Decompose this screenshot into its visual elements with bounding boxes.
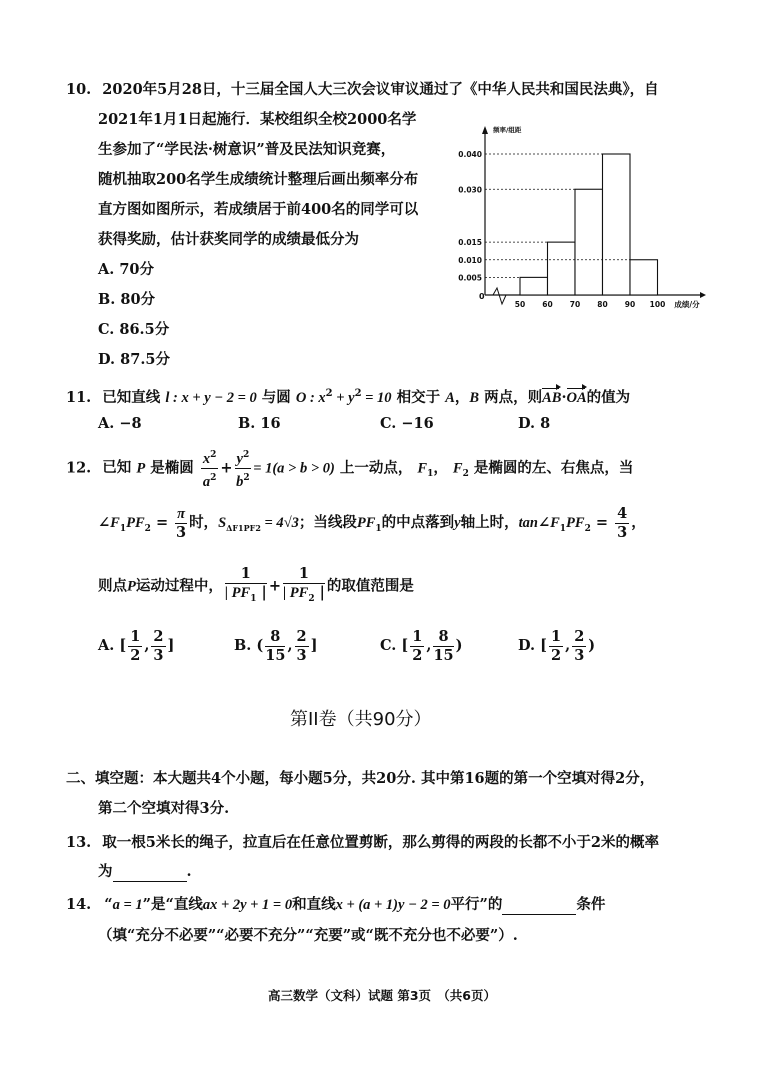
q11-pre: 已知直线	[102, 388, 161, 406]
q10-text-5: 直方图如图所示，若成绩居于前400名的同学可以	[98, 201, 419, 218]
q12-pre: 已知	[102, 459, 132, 477]
q11-inter: 相交于	[396, 388, 441, 406]
q10-text-4: 随机抽取200名学生成绩统计整理后画出频率分布	[98, 171, 419, 188]
q14-line-eq-1: ax + 2y + 1 = 0	[202, 897, 293, 913]
q12-frac-tan	[615, 505, 629, 542]
y-tick-0.030: 0.030	[458, 185, 482, 195]
y-tick-0.040: 0.040	[458, 150, 482, 159]
q12-opt-b-frac2	[295, 628, 309, 665]
q11-point-a: A	[445, 389, 455, 406]
q12-opt-d-n2: 2	[574, 627, 585, 645]
q12-a-sup: 2	[210, 472, 217, 483]
q12-s-sub-b: PF	[243, 522, 256, 533]
q12-after-ellipse: 上一动点，	[339, 459, 413, 477]
q12-opt-a-label: A.	[98, 637, 115, 654]
bar-70-80	[575, 189, 603, 295]
q12-s-sub-2: 2	[255, 522, 261, 533]
q10-text-1: 2020年5月28日，十三届全国人大三次会议审议通过了《中华人民共和国民法典》，自	[102, 81, 659, 98]
q12-abs1: | PF	[224, 585, 251, 601]
x-axis-label: 成绩/分	[674, 300, 700, 309]
q10-text-2: 2021年1月1日起施行．某校组织全校2000名学	[98, 111, 417, 128]
q12-angle: ∠F	[98, 515, 120, 531]
q12-f2-sub: 2	[462, 469, 469, 480]
q12-f1: F	[417, 460, 428, 477]
q12-opt-d-label: D.	[518, 637, 536, 654]
q12-b-sup: 2	[243, 472, 250, 483]
q12-abs1-close: |	[256, 584, 267, 601]
q11-option-b: B. 16	[238, 415, 281, 432]
q12-y: y	[236, 450, 243, 467]
q12-when: 时，	[189, 514, 219, 531]
q12-tan: tan∠F	[518, 515, 560, 531]
q13-line-2	[98, 862, 192, 882]
q12-line-3	[98, 565, 414, 608]
q12-s-sub-1: 1	[238, 522, 244, 533]
q12-opt-b-d2: 3	[296, 646, 307, 664]
q12-abs2: | PF	[282, 585, 309, 601]
q12-option-c	[380, 626, 463, 666]
q13-line-1	[66, 833, 659, 853]
q13-end: .	[186, 863, 192, 880]
q12-tan-sub1: 1	[559, 523, 567, 534]
q12-point-p: P	[136, 460, 146, 477]
bar-80-90	[603, 154, 631, 295]
q12-x: x	[202, 450, 211, 467]
q12-opt-d-close: )	[588, 637, 596, 654]
q12-opt-b-frac1	[265, 628, 285, 665]
q12-s: S	[218, 515, 227, 531]
q12-opt-a-d2: 3	[153, 646, 164, 664]
q12-opt-d-d1: 2	[551, 646, 562, 664]
q14-line-2: （填“充分不必要”“必要不充分”“充要”或“既不充分也不必要”）.	[98, 927, 518, 944]
q12-opt-b-d1: 15	[265, 646, 286, 664]
q12-eq: =	[150, 514, 174, 531]
q14-answer-blank[interactable]	[502, 898, 576, 915]
q10-line-1	[66, 80, 659, 100]
q12-frac-pf2	[283, 565, 325, 608]
q10-text-3: 生参加了“学民法·树意识”普及民法知识竞赛，	[98, 141, 396, 158]
q12-midpoint-1: ；当线段	[298, 514, 357, 531]
q12-option-b	[234, 626, 317, 666]
q12-opt-b-n1: 8	[265, 628, 285, 647]
q11-dot: ·	[561, 388, 567, 406]
q12-f2: F	[452, 460, 463, 477]
q12-angle-sub1: 1	[119, 523, 127, 534]
y-axis-label: 频率/组距	[493, 126, 522, 134]
q12-abs1-sub: 1	[250, 593, 257, 604]
q12-opt-d-open: [	[540, 637, 548, 654]
q14-mid2: 和直线	[292, 896, 336, 913]
q12-opt-c-label: C.	[380, 637, 397, 654]
q12-opt-c-n2: 8	[433, 628, 453, 647]
q12-three: 3	[176, 523, 187, 541]
q12-pf1-sub: 1	[375, 523, 382, 534]
q12-y-sup: 2	[242, 450, 250, 460]
q12-line3-p: P	[127, 578, 136, 595]
q12-opt-a-frac1	[128, 628, 142, 665]
q12-pf1: PF	[356, 515, 376, 531]
q11-number: 11.	[66, 388, 92, 406]
q12-opt-a-n2: 2	[153, 627, 164, 645]
q12-plus: +	[220, 459, 233, 477]
q12-opt-d-d2: 3	[574, 646, 585, 664]
q12-s-sub-a: ΔF	[226, 522, 239, 533]
q11-circle-c: = 10	[361, 389, 392, 406]
q12-abs2-close: |	[314, 584, 325, 601]
q10-number: 10.	[66, 81, 92, 98]
q12-opt-c-d2: 15	[433, 646, 454, 664]
q11-two-points: 两点，则	[484, 388, 543, 406]
q12-eq1: = 1(a > b > 0)	[253, 460, 335, 477]
q11-option-a: A. −8	[98, 415, 142, 432]
q12-line3-end: 的取值范围是	[326, 577, 414, 595]
q14-mid1: ”是“直线	[142, 896, 203, 913]
q12-line3-pre: 则点	[98, 577, 127, 595]
q12-is-on: 是椭圆	[150, 459, 194, 477]
q14-cond: a = 1	[112, 897, 143, 913]
q11-sup-a: 2	[325, 388, 333, 399]
x-tick-70: 70	[569, 300, 581, 309]
q12-tan-pf: PF	[566, 515, 585, 531]
q11-circle-b: + y	[332, 389, 355, 406]
q12-opt-a-d1: 2	[130, 646, 141, 664]
q14-pre: “	[104, 896, 113, 913]
q12-abs2-sub: 2	[308, 593, 315, 604]
q14-number: 14.	[66, 896, 92, 913]
axis-break	[485, 288, 512, 304]
section-2-intro-2: 第二个空填对得3分.	[98, 800, 230, 817]
q12-opt-c-frac2	[433, 628, 453, 665]
q12-foci-text: 是椭圆的左、右焦点，当	[473, 459, 634, 477]
x-tick-100: 100	[649, 300, 666, 309]
q12-opt-c-comma: ,	[426, 637, 432, 654]
q12-tan-sub2: 2	[584, 523, 591, 534]
q12-opt-d-frac1	[549, 628, 563, 665]
x-axis-arrow	[700, 292, 706, 298]
q12-opt-d-n1: 1	[551, 627, 562, 645]
q13-text-1: 取一根5米长的绳子，拉直后在任意位置剪断，那么剪得的两段的长都不小于2米的概率	[102, 834, 659, 851]
q12-opt-a-open: [	[119, 637, 127, 654]
q12-four: 4	[617, 504, 628, 522]
q12-line3-mid: 运动过程中，	[135, 577, 223, 595]
x-tick-60: 60	[542, 300, 553, 309]
q12-a: a	[202, 473, 211, 490]
q12-plus-b: +	[268, 577, 281, 595]
q12-one-a: 1	[225, 565, 267, 584]
q12-option-a	[98, 626, 174, 666]
q14-line-1	[66, 895, 605, 915]
q12-s-sub	[226, 523, 261, 533]
q11-mid: 与圆	[261, 388, 291, 406]
q10-option-d: D. 87.5分	[98, 351, 170, 368]
q12-b: b	[236, 473, 244, 490]
q12-eq2: =	[590, 514, 614, 531]
origin-label: 0	[479, 292, 485, 301]
q13-number: 13.	[66, 834, 92, 851]
q12-opt-b-comma: ,	[287, 637, 293, 654]
q12-midpoint-3: 轴上时，	[460, 514, 519, 531]
q12-opt-a-frac2	[151, 628, 165, 665]
q12-number: 12.	[66, 459, 92, 477]
q12-angle-pf: PF	[126, 515, 145, 531]
q12-line-1: 12. 已知 P 是椭圆 $\frac{x^2}{a^2}$ + $\frac{y^2}{b^2}$ = 1(a > b > 0) 上一动点， $F_1$， $F_2$ 是椭圆的左、右焦点，当	[66, 446, 633, 494]
q12-option-d	[518, 626, 595, 666]
frequency-histogram	[455, 118, 715, 318]
q11-line	[66, 384, 630, 408]
bar-50-60	[520, 277, 548, 295]
page-footer: 高三数学（文科）试题 第3页 （共6页）	[268, 988, 496, 1003]
q12-area: = 4√3	[260, 515, 299, 531]
q12-f1-sub: 1	[427, 469, 434, 480]
q12-frac-y	[235, 446, 252, 491]
q12-angle-sub2: 2	[144, 523, 151, 534]
q12-opt-b-close: ]	[310, 637, 318, 654]
q12-yvar: y	[454, 515, 461, 531]
y-axis-arrow	[482, 126, 488, 134]
q12-line-2: $\angle F_1PF_2$ = $\frac{\pi}{3}$ 时，$S_{\Delta F1PF2} = 4√3$；当线段$PF_1$的中点落到y轴上时，$\tan\angle F_1PF_2$ = $\frac{4}{3}$ ，	[98, 504, 646, 541]
bar-60-70	[548, 242, 576, 295]
q11-line-eq: l : x + y − 2 = 0	[165, 389, 257, 406]
q12-opt-c-n1: 1	[412, 627, 423, 645]
q10-text-6: 获得奖励，估计获奖同学的成绩最低分为	[98, 231, 359, 248]
q12-opt-c-frac1	[410, 628, 424, 665]
y-tick-0.005: 0.005	[458, 273, 482, 283]
q12-three-b: 3	[617, 523, 628, 541]
q10-option-a: A. 70分	[98, 261, 155, 278]
q10-option-b: B. 80分	[98, 291, 156, 308]
q12-opt-c-close: )	[455, 637, 463, 654]
q11-option-c: C. −16	[380, 415, 434, 432]
q12-midpoint-2: 的中点落到	[381, 514, 455, 531]
x-tick-80: 80	[597, 300, 608, 309]
q12-opt-c-d1: 2	[412, 646, 423, 664]
x-tick-50: 50	[514, 300, 526, 309]
q12-opt-d-frac2	[572, 628, 586, 665]
q12-frac-x	[201, 446, 219, 491]
q14-line-eq-2: x + (a + 1)y − 2 = 0	[335, 897, 451, 913]
q12-pi: π	[177, 505, 186, 522]
q12-opt-b-label: B.	[234, 637, 252, 654]
section-2-title: 第II卷（共90分）	[290, 709, 432, 730]
q12-opt-c-open: [	[401, 637, 409, 654]
section-2-intro-1: 二、填空题：本大题共4个小题，每小题5分，共20分. 其中第16题的第一个空填对得2分，	[66, 770, 655, 787]
q11-sup-b: 2	[354, 388, 362, 399]
q14-end1: 条件	[576, 896, 606, 913]
q11-option-d: D. 8	[518, 415, 551, 432]
q12-opt-b-open: (	[256, 637, 264, 654]
q12-frac-pi	[175, 505, 187, 542]
q12-opt-a-n1: 1	[130, 627, 141, 645]
q12-frac-pf1	[225, 565, 267, 608]
q13-text-2: 为	[98, 863, 113, 880]
q12-one-b: 1	[283, 565, 325, 584]
q14-mid3: 平行”的	[450, 896, 503, 913]
x-tick-90: 90	[624, 300, 636, 309]
q13-answer-blank[interactable]	[113, 865, 187, 882]
q11-point-b: B	[469, 389, 480, 406]
q12-opt-b-n2: 2	[296, 627, 307, 645]
y-tick-0.010: 0.010	[458, 255, 482, 265]
q10-option-c: C. 86.5分	[98, 321, 170, 338]
q11-circle-a: O : x	[295, 389, 326, 406]
q12-opt-a-comma: ,	[144, 637, 150, 654]
q11-vector-ab: AB	[542, 389, 562, 406]
q11-vector-oa: OA	[566, 389, 587, 406]
q12-x-sup: 2	[210, 450, 217, 460]
bar-90-100	[630, 260, 658, 295]
q11-sep: ，	[454, 388, 470, 406]
q12-opt-d-comma: ,	[565, 637, 571, 654]
q12-opt-a-close: ]	[167, 637, 175, 654]
y-tick-0.015: 0.015	[458, 238, 482, 248]
q11-tail: 的值为	[586, 388, 631, 406]
